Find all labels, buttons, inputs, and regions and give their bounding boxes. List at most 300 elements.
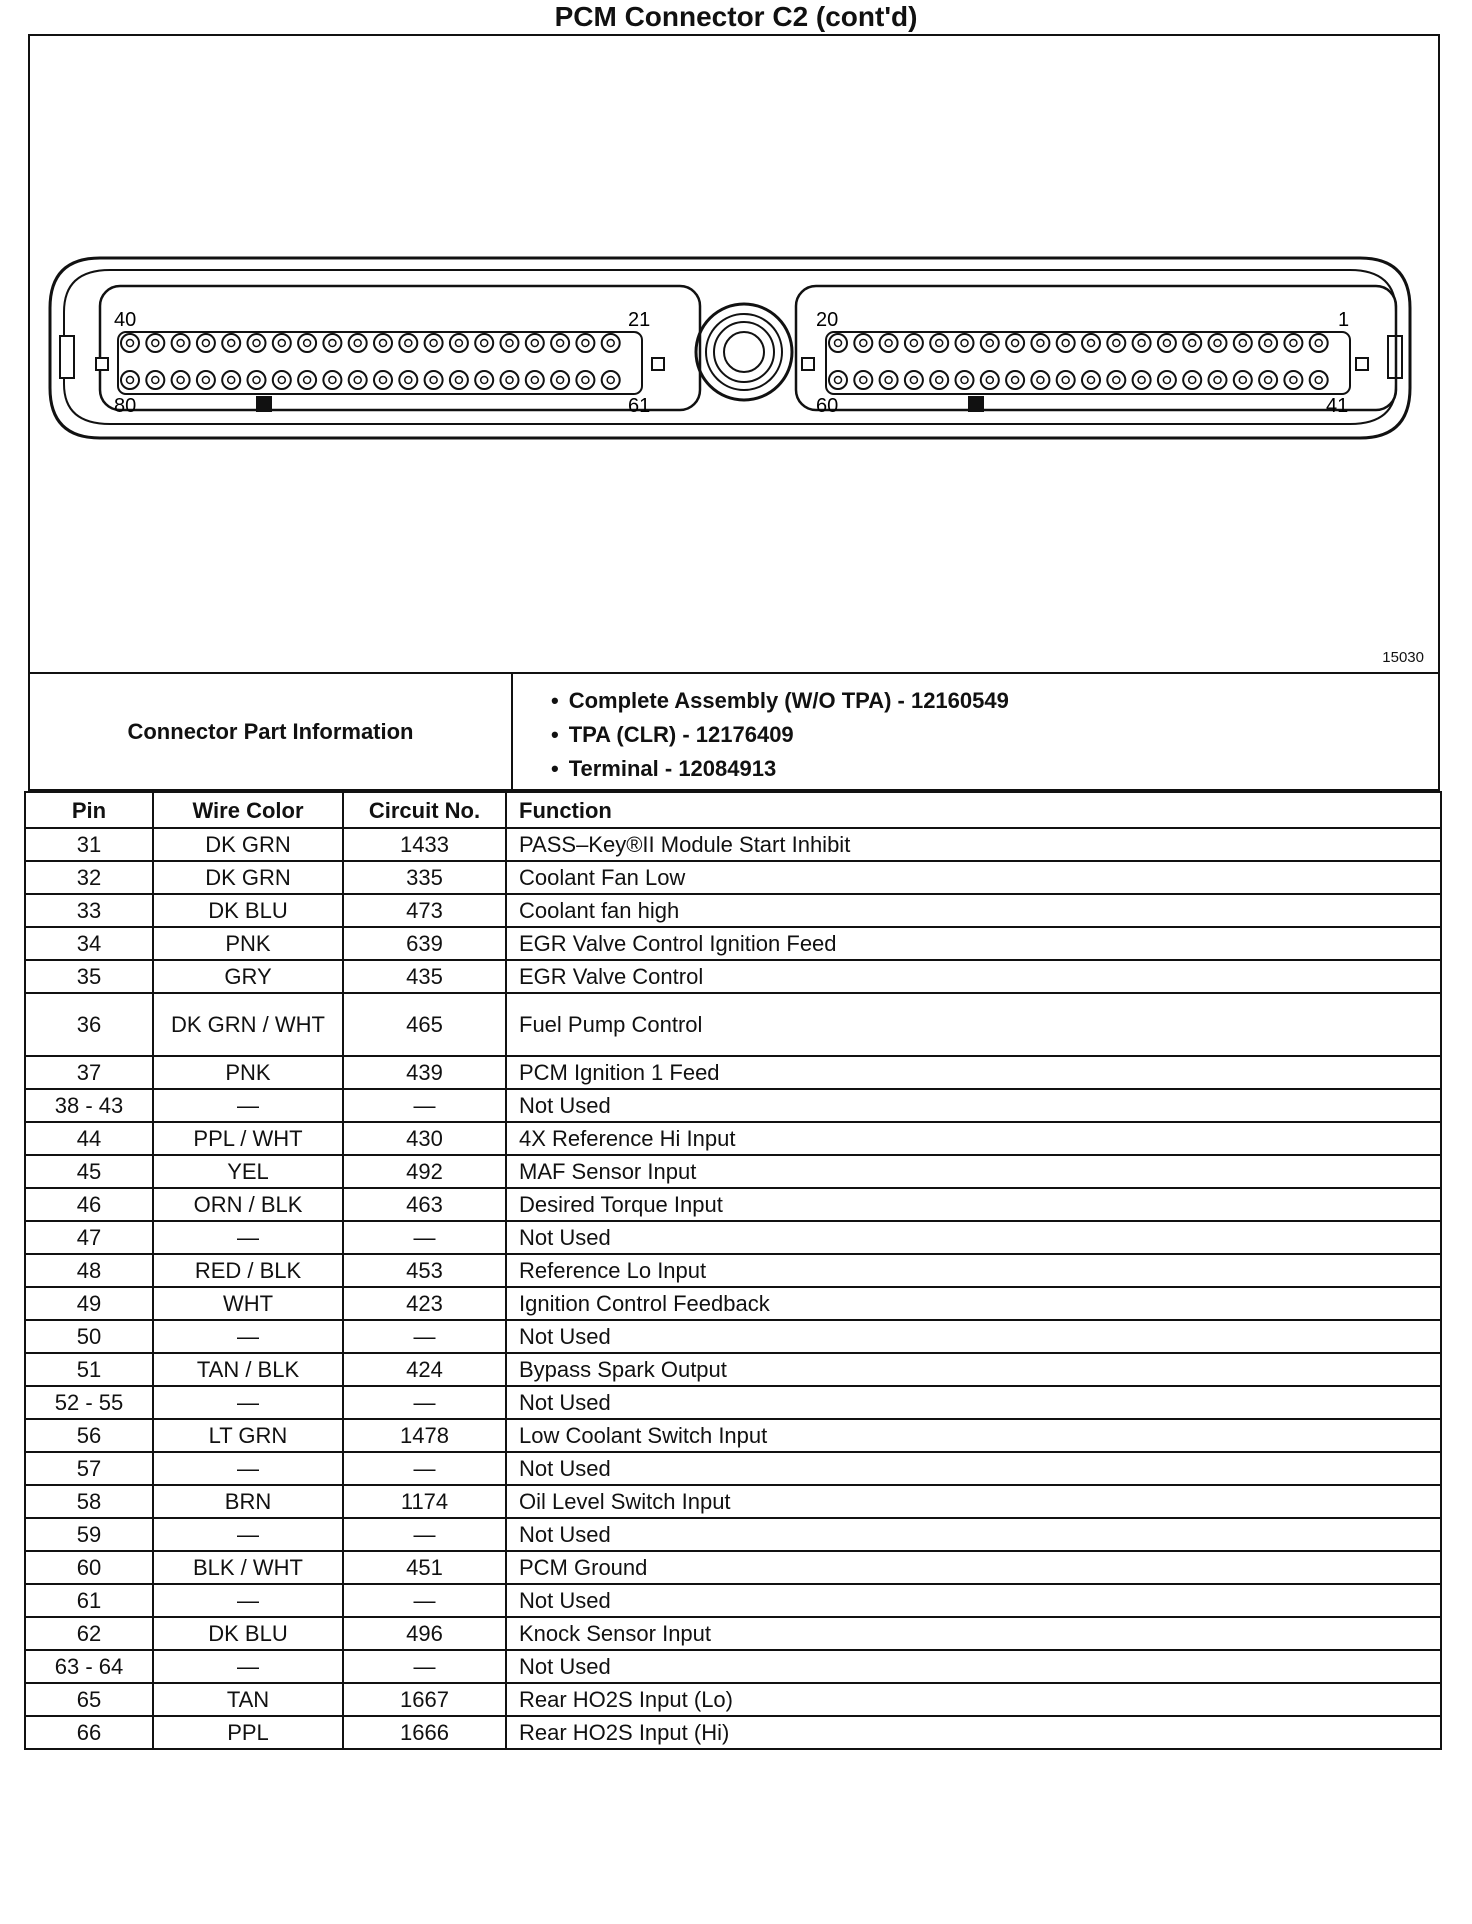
- pin-cell: 59: [25, 1518, 153, 1551]
- pin-hole: [1234, 334, 1252, 352]
- left-center-key: [652, 358, 664, 370]
- pin-hole: [1183, 334, 1201, 352]
- pin-hole: [450, 371, 468, 389]
- pin-cell: 51: [25, 1353, 153, 1386]
- pin-cell: 66: [25, 1716, 153, 1749]
- wire-color-cell: GRY: [153, 960, 343, 993]
- pin-hole: [349, 371, 367, 389]
- table-row: [25, 1155, 1441, 1188]
- function-cell: Not Used: [506, 1320, 1441, 1353]
- pin-label-61: 61: [628, 395, 651, 417]
- pin-hole-center: [582, 377, 589, 384]
- pin-hole-center: [1037, 340, 1044, 347]
- wire-color-cell: DK BLU: [153, 894, 343, 927]
- pin-hole: [526, 334, 544, 352]
- connector-part-information: [28, 674, 1440, 791]
- pin-hole: [829, 371, 847, 389]
- pin-hole: [298, 371, 316, 389]
- pin-cell: 34: [25, 927, 153, 960]
- wire-color-cell: PNK: [153, 927, 343, 960]
- function-cell: Rear HO2S Input (Lo): [506, 1683, 1441, 1716]
- pin-hole: [273, 334, 291, 352]
- pin-hole: [602, 334, 620, 352]
- function-cell: Reference Lo Input: [506, 1254, 1441, 1287]
- pin-hole: [1107, 334, 1125, 352]
- pin-hole-center: [557, 377, 564, 384]
- pin-hole: [121, 371, 139, 389]
- pin-cell: 37: [25, 1056, 153, 1089]
- circuit-cell: 1478: [343, 1419, 506, 1452]
- pin-hole-center: [354, 377, 361, 384]
- part-info-item: • Terminal - 12084913: [551, 752, 1438, 786]
- circuit-cell: 430: [343, 1122, 506, 1155]
- pin-hole: [551, 334, 569, 352]
- pin-hole-center: [1239, 340, 1246, 347]
- pin-hole: [880, 334, 898, 352]
- pin-hole: [602, 371, 620, 389]
- pin-hole: [222, 334, 240, 352]
- pin-hole-center: [1012, 377, 1019, 384]
- pin-hole-center: [936, 340, 943, 347]
- pin-hole: [475, 334, 493, 352]
- function-cell: 4X Reference Hi Input: [506, 1122, 1441, 1155]
- table-row: [25, 1716, 1441, 1749]
- pin-hole-center: [1265, 340, 1272, 347]
- pin-hole-center: [1290, 340, 1297, 347]
- table-row: [25, 1386, 1441, 1419]
- table-row: [25, 1683, 1441, 1716]
- table-row: [25, 1221, 1441, 1254]
- left-inner-key: [96, 358, 108, 370]
- wire-color-cell: PPL: [153, 1716, 343, 1749]
- pin-hole-center: [228, 340, 235, 347]
- pin-hole: [1310, 334, 1328, 352]
- wire-color-cell: DK GRN: [153, 861, 343, 894]
- pin-hole: [1031, 371, 1049, 389]
- pin-hole-center: [607, 377, 614, 384]
- table-row: [25, 1419, 1441, 1452]
- pin-cell: 36: [25, 993, 153, 1056]
- function-cell: PASS–Key®II Module Start Inhibit: [506, 828, 1441, 861]
- pin-hole: [1133, 334, 1151, 352]
- pin-cell: 50: [25, 1320, 153, 1353]
- wire-color-cell: TAN: [153, 1683, 343, 1716]
- pin-hole-center: [1189, 340, 1196, 347]
- circuit-cell: —: [343, 1221, 506, 1254]
- circuit-cell: —: [343, 1518, 506, 1551]
- page-title: PCM Connector C2 (cont'd): [554, 1, 918, 32]
- function-cell: Low Coolant Switch Input: [506, 1419, 1441, 1452]
- pin-hole-center: [1163, 340, 1170, 347]
- pin-cell: 48: [25, 1254, 153, 1287]
- pin-hole: [501, 334, 519, 352]
- pin-hole-center: [430, 377, 437, 384]
- pin-cell: 32: [25, 861, 153, 894]
- pin-label-20: 20: [816, 309, 839, 331]
- table-row: [25, 1320, 1441, 1353]
- pin-cell: 33: [25, 894, 153, 927]
- circuit-cell: —: [343, 1320, 506, 1353]
- pin-hole-center: [936, 377, 943, 384]
- pin-cell: 44: [25, 1122, 153, 1155]
- pin-hole: [1158, 371, 1176, 389]
- pin-cell: 45: [25, 1155, 153, 1188]
- pin-hole-center: [860, 377, 867, 384]
- table-row: [25, 993, 1441, 1056]
- circuit-cell: 1433: [343, 828, 506, 861]
- circuit-cell: 492: [343, 1155, 506, 1188]
- pin-hole: [222, 371, 240, 389]
- pin-cell: 47: [25, 1221, 153, 1254]
- pin-hole-center: [1113, 377, 1120, 384]
- pin-hole-center: [329, 377, 336, 384]
- circuit-cell: 453: [343, 1254, 506, 1287]
- table-row: [25, 828, 1441, 861]
- pin-hole-center: [910, 377, 917, 384]
- table-header-row: [25, 792, 1441, 828]
- table-row: [25, 1254, 1441, 1287]
- circuit-cell: 639: [343, 927, 506, 960]
- circuit-cell: 435: [343, 960, 506, 993]
- pin-hole-center: [354, 340, 361, 347]
- circuit-cell: 473: [343, 894, 506, 927]
- function-cell: Not Used: [506, 1650, 1441, 1683]
- pin-cell: 35: [25, 960, 153, 993]
- pin-hole-center: [481, 377, 488, 384]
- pin-hole: [981, 334, 999, 352]
- pin-hole-center: [152, 377, 159, 384]
- pin-hole-center: [127, 340, 134, 347]
- pin-hole: [475, 371, 493, 389]
- pin-hole: [1284, 371, 1302, 389]
- function-cell: Ignition Control Feedback: [506, 1287, 1441, 1320]
- pin-hole: [1133, 371, 1151, 389]
- pin-hole-center: [835, 340, 842, 347]
- circuit-cell: —: [343, 1386, 506, 1419]
- function-cell: Not Used: [506, 1518, 1441, 1551]
- pin-hole-center: [177, 340, 184, 347]
- pin-hole: [197, 371, 215, 389]
- pin-cell: 46: [25, 1188, 153, 1221]
- connector-diagram-frame: [28, 34, 1440, 674]
- function-cell: Not Used: [506, 1221, 1441, 1254]
- pin-hole-center: [986, 340, 993, 347]
- table-row: [25, 1650, 1441, 1683]
- wire-color-cell: —: [153, 1089, 343, 1122]
- pin-cell: 56: [25, 1419, 153, 1452]
- pin-cell: 31: [25, 828, 153, 861]
- pin-hole-center: [202, 377, 209, 384]
- pin-hole: [1259, 371, 1277, 389]
- left-polarizing-block: [256, 396, 272, 412]
- wire-color-cell: —: [153, 1386, 343, 1419]
- pin-hole: [956, 371, 974, 389]
- table-row: [25, 1551, 1441, 1584]
- pin-hole: [450, 334, 468, 352]
- wire-color-cell: DK BLU: [153, 1617, 343, 1650]
- pin-hole: [551, 371, 569, 389]
- pin-hole-center: [1088, 340, 1095, 347]
- circuit-cell: 1174: [343, 1485, 506, 1518]
- circuit-cell: 423: [343, 1287, 506, 1320]
- pin-hole-center: [253, 340, 260, 347]
- pin-hole: [905, 334, 923, 352]
- column-header-pin: Pin: [25, 792, 153, 828]
- wire-color-cell: —: [153, 1320, 343, 1353]
- pin-table: [24, 791, 1442, 1750]
- function-cell: Fuel Pump Control: [506, 993, 1441, 1056]
- pin-hole-center: [304, 377, 311, 384]
- pin-hole: [298, 334, 316, 352]
- circuit-cell: 335: [343, 861, 506, 894]
- pin-hole-center: [380, 377, 387, 384]
- pin-hole-center: [1290, 377, 1297, 384]
- circuit-cell: 424: [343, 1353, 506, 1386]
- table-row: [25, 960, 1441, 993]
- wire-color-cell: LT GRN: [153, 1419, 343, 1452]
- pin-hole: [1006, 334, 1024, 352]
- pin-hole: [576, 371, 594, 389]
- pin-label-80: 80: [114, 395, 137, 417]
- pin-hole: [121, 334, 139, 352]
- pin-hole: [197, 334, 215, 352]
- pin-hole-center: [152, 340, 159, 347]
- pin-hole-center: [329, 340, 336, 347]
- wire-color-cell: WHT: [153, 1287, 343, 1320]
- column-header-function: Function: [506, 792, 1441, 828]
- pin-hole: [501, 371, 519, 389]
- pin-label-41: 41: [1326, 395, 1349, 417]
- pin-hole: [1057, 334, 1075, 352]
- pin-hole-center: [1315, 340, 1322, 347]
- pin-hole-center: [582, 340, 589, 347]
- pin-hole-center: [885, 377, 892, 384]
- pin-hole: [349, 334, 367, 352]
- pin-label-60: 60: [816, 395, 839, 417]
- pin-cell: 60: [25, 1551, 153, 1584]
- center-bolt-icon: [696, 304, 792, 400]
- pin-hole: [854, 371, 872, 389]
- part-info-item: • TPA (CLR) - 12176409: [551, 718, 1438, 752]
- pin-hole-center: [455, 340, 462, 347]
- table-row: [25, 1617, 1441, 1650]
- pin-hole-center: [860, 340, 867, 347]
- pin-cell: 62: [25, 1617, 153, 1650]
- pin-hole-center: [531, 377, 538, 384]
- pin-hole-center: [278, 340, 285, 347]
- table-row: [25, 1353, 1441, 1386]
- pin-hole-center: [961, 377, 968, 384]
- pin-hole: [323, 334, 341, 352]
- pin-hole-center: [1062, 377, 1069, 384]
- circuit-cell: —: [343, 1650, 506, 1683]
- wire-color-cell: PNK: [153, 1056, 343, 1089]
- pin-hole: [172, 371, 190, 389]
- pin-hole-center: [531, 340, 538, 347]
- pin-hole: [1234, 371, 1252, 389]
- table-row: [25, 1518, 1441, 1551]
- wire-color-cell: TAN / BLK: [153, 1353, 343, 1386]
- pin-hole-center: [1239, 377, 1246, 384]
- pin-hole-center: [1138, 377, 1145, 384]
- pin-hole-center: [1265, 377, 1272, 384]
- right-polarizing-block: [968, 396, 984, 412]
- wire-color-cell: BLK / WHT: [153, 1551, 343, 1584]
- function-cell: PCM Ground: [506, 1551, 1441, 1584]
- table-row: [25, 894, 1441, 927]
- wire-color-cell: —: [153, 1650, 343, 1683]
- pin-hole-center: [1138, 340, 1145, 347]
- pin-hole-center: [835, 377, 842, 384]
- pin-hole: [880, 371, 898, 389]
- pin-hole-center: [202, 340, 209, 347]
- pin-hole-center: [961, 340, 968, 347]
- pin-hole: [425, 334, 443, 352]
- pin-hole: [172, 334, 190, 352]
- circuit-cell: 465: [343, 993, 506, 1056]
- wire-color-cell: BRN: [153, 1485, 343, 1518]
- pin-cell: 52 - 55: [25, 1386, 153, 1419]
- circuit-cell: —: [343, 1089, 506, 1122]
- function-cell: Not Used: [506, 1452, 1441, 1485]
- circuit-cell: —: [343, 1452, 506, 1485]
- right-center-key: [802, 358, 814, 370]
- pin-hole: [829, 334, 847, 352]
- pin-hole: [1082, 371, 1100, 389]
- pin-hole-center: [506, 377, 513, 384]
- pin-hole: [1284, 334, 1302, 352]
- pin-hole: [1209, 334, 1227, 352]
- pin-hole: [981, 371, 999, 389]
- pin-hole: [374, 371, 392, 389]
- pin-cell: 65: [25, 1683, 153, 1716]
- circuit-cell: 439: [343, 1056, 506, 1089]
- table-row: [25, 1287, 1441, 1320]
- pin-hole-center: [430, 340, 437, 347]
- pin-cell: 63 - 64: [25, 1650, 153, 1683]
- pin-cell: 58: [25, 1485, 153, 1518]
- wire-color-cell: —: [153, 1452, 343, 1485]
- wire-color-cell: DK GRN: [153, 828, 343, 861]
- pin-hole-center: [557, 340, 564, 347]
- pin-hole: [323, 371, 341, 389]
- pin-hole-center: [304, 340, 311, 347]
- drawing-number: 15030: [1382, 649, 1424, 666]
- pin-hole-center: [1315, 377, 1322, 384]
- function-cell: Not Used: [506, 1089, 1441, 1122]
- function-cell: EGR Valve Control Ignition Feed: [506, 927, 1441, 960]
- function-cell: PCM Ignition 1 Feed: [506, 1056, 1441, 1089]
- left-latch: [60, 336, 74, 378]
- pin-label-1: 1: [1338, 309, 1350, 331]
- wire-color-cell: YEL: [153, 1155, 343, 1188]
- part-info-item: • Complete Assembly (W/O TPA) - 12160549: [551, 684, 1438, 718]
- table-row: [25, 1584, 1441, 1617]
- table-row: [25, 1122, 1441, 1155]
- pin-hole-center: [1062, 340, 1069, 347]
- pin-hole-center: [1088, 377, 1095, 384]
- wire-color-cell: —: [153, 1221, 343, 1254]
- pin-hole: [1031, 334, 1049, 352]
- pin-hole-center: [380, 340, 387, 347]
- wire-color-cell: PPL / WHT: [153, 1122, 343, 1155]
- function-cell: MAF Sensor Input: [506, 1155, 1441, 1188]
- pin-hole: [1310, 371, 1328, 389]
- table-row: [25, 861, 1441, 894]
- connector-diagram: [30, 36, 1438, 672]
- pin-cell: 49: [25, 1287, 153, 1320]
- column-header-wire-color: Wire Color: [153, 792, 343, 828]
- pin-hole: [930, 371, 948, 389]
- pin-hole-center: [253, 377, 260, 384]
- pin-hole-center: [506, 340, 513, 347]
- pin-hole-center: [481, 340, 488, 347]
- pin-hole: [273, 371, 291, 389]
- pin-hole: [1082, 334, 1100, 352]
- column-header-circuit: Circuit No.: [343, 792, 506, 828]
- pin-hole-center: [1037, 377, 1044, 384]
- pin-hole-center: [986, 377, 993, 384]
- pin-hole-center: [1163, 377, 1170, 384]
- wire-color-cell: —: [153, 1584, 343, 1617]
- pin-label-40: 40: [114, 309, 137, 331]
- pin-hole: [854, 334, 872, 352]
- pin-hole-center: [127, 377, 134, 384]
- part-info-list: [513, 674, 1438, 789]
- wire-color-cell: ORN / BLK: [153, 1188, 343, 1221]
- circuit-cell: 496: [343, 1617, 506, 1650]
- pin-hole: [1209, 371, 1227, 389]
- right-inner-key: [1356, 358, 1368, 370]
- pin-hole: [1006, 371, 1024, 389]
- pin-hole: [1107, 371, 1125, 389]
- pin-hole: [146, 334, 164, 352]
- pin-label-21: 21: [628, 309, 651, 331]
- pin-hole: [399, 371, 417, 389]
- table-row: [25, 1452, 1441, 1485]
- function-cell: Coolant fan high: [506, 894, 1441, 927]
- pin-hole: [1057, 371, 1075, 389]
- pin-hole: [930, 334, 948, 352]
- pin-hole-center: [228, 377, 235, 384]
- pin-hole: [399, 334, 417, 352]
- pin-cell: 61: [25, 1584, 153, 1617]
- pin-hole: [248, 334, 266, 352]
- circuit-cell: 463: [343, 1188, 506, 1221]
- pin-hole-center: [1214, 340, 1221, 347]
- wire-color-cell: RED / BLK: [153, 1254, 343, 1287]
- function-cell: Bypass Spark Output: [506, 1353, 1441, 1386]
- table-row: [25, 1485, 1441, 1518]
- pin-hole-center: [607, 340, 614, 347]
- pin-hole-center: [1189, 377, 1196, 384]
- pin-hole: [1183, 371, 1201, 389]
- pin-hole-center: [885, 340, 892, 347]
- table-row: [25, 1089, 1441, 1122]
- circuit-cell: —: [343, 1584, 506, 1617]
- pin-hole-center: [278, 377, 285, 384]
- table-row: [25, 1188, 1441, 1221]
- pin-cell: 57: [25, 1452, 153, 1485]
- pin-hole: [248, 371, 266, 389]
- wire-color-cell: DK GRN / WHT: [153, 993, 343, 1056]
- function-cell: Knock Sensor Input: [506, 1617, 1441, 1650]
- circuit-cell: 1666: [343, 1716, 506, 1749]
- pin-hole-center: [910, 340, 917, 347]
- pin-hole: [1158, 334, 1176, 352]
- table-row: [25, 1056, 1441, 1089]
- table-row: [25, 927, 1441, 960]
